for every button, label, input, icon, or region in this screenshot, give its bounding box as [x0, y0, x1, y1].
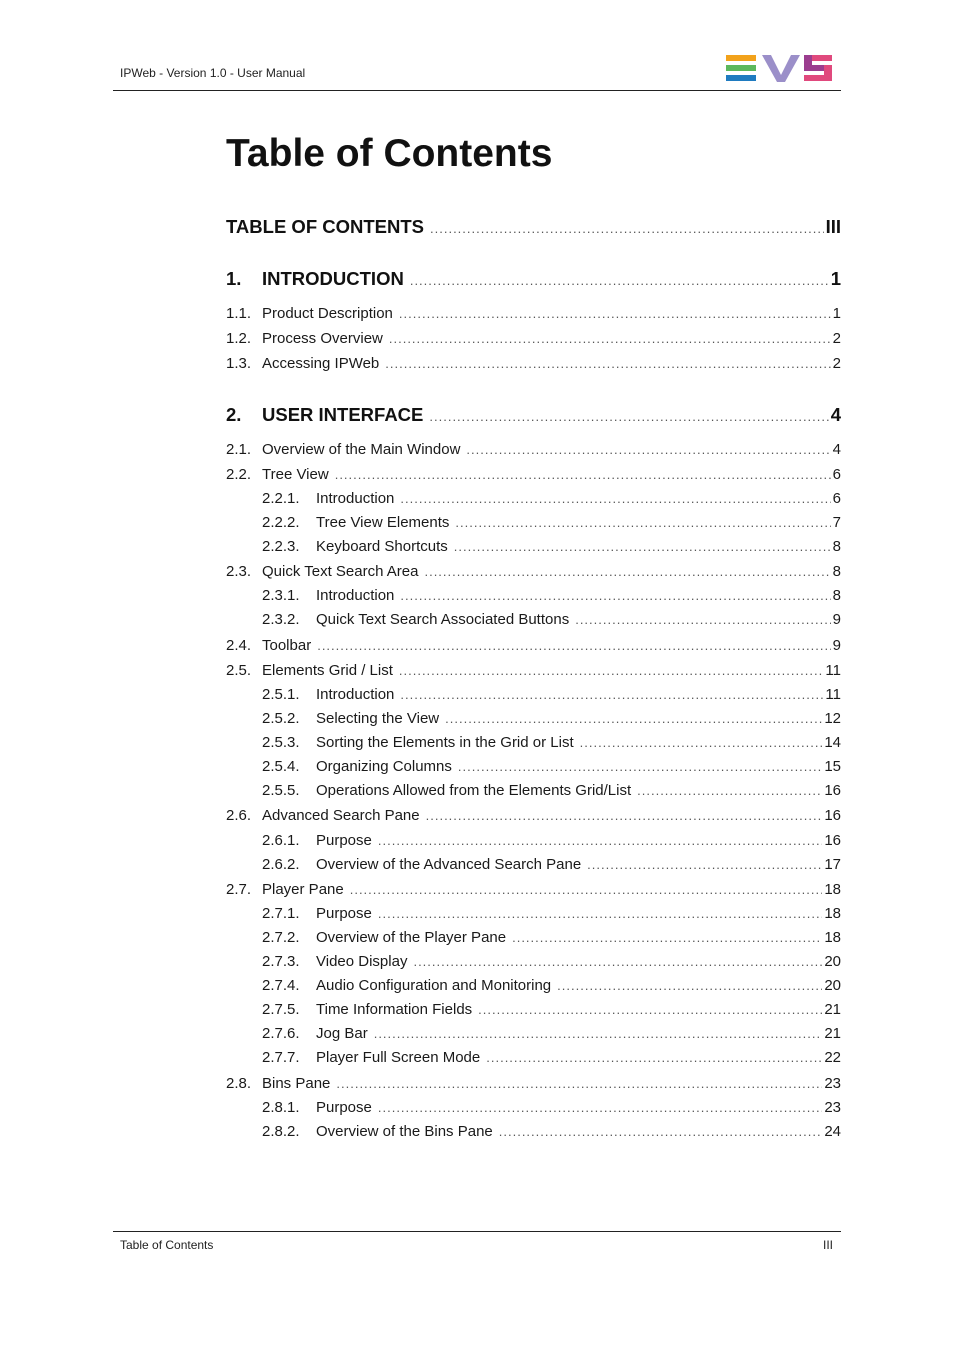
- dot-leader: [430, 221, 824, 236]
- toc-entry-number: 2.7.1.: [262, 905, 300, 922]
- toc-entry-title: Player Full Screen Mode: [316, 1049, 481, 1066]
- toc-entry[interactable]: [226, 441, 841, 458]
- toc-entry[interactable]: [226, 905, 841, 922]
- dot-leader: [385, 356, 830, 371]
- dot-leader: [410, 273, 829, 288]
- footer-page-number: III: [822, 1238, 833, 1252]
- toc-entry-page: 11: [825, 662, 841, 679]
- toc-entry-title: Quick Text Search Associated Buttons: [316, 611, 570, 628]
- dot-leader: [400, 491, 830, 506]
- toc-entry-page: 23: [824, 1099, 841, 1116]
- toc-entry[interactable]: [226, 782, 841, 799]
- dot-leader: [378, 1100, 822, 1115]
- toc-entry-title: Overview of the Advanced Search Pane: [316, 856, 582, 873]
- running-header: IPWeb - Version 1.0 - User Manual: [120, 66, 306, 80]
- footer-rule: [113, 1231, 841, 1232]
- dot-leader: [575, 612, 830, 627]
- toc-entry-title: Quick Text Search Area: [262, 563, 419, 580]
- toc-entry[interactable]: [226, 216, 841, 238]
- toc-entry[interactable]: [226, 305, 841, 322]
- toc-entry-title: Advanced Search Pane: [262, 807, 420, 824]
- dot-leader: [445, 711, 822, 726]
- toc-entry-title: Toolbar: [262, 637, 312, 654]
- toc-entry[interactable]: [226, 1025, 841, 1042]
- toc-entry-title: Tree View Elements: [316, 514, 450, 531]
- toc-entry-page: 20: [824, 953, 841, 970]
- toc-entry[interactable]: [226, 637, 841, 654]
- toc-entry-title: Accessing IPWeb: [262, 355, 380, 372]
- dot-leader: [399, 306, 831, 321]
- dot-leader: [399, 663, 824, 678]
- dot-leader: [413, 954, 822, 969]
- dot-leader: [637, 783, 822, 798]
- toc-entry-number: 2.5.3.: [262, 734, 300, 751]
- toc-entry-title: Introduction: [316, 686, 395, 703]
- toc-entry[interactable]: [226, 977, 841, 994]
- toc-entry-number: 2.7.: [226, 881, 252, 898]
- dot-leader: [455, 515, 830, 530]
- toc-entry-page: 8: [832, 563, 841, 580]
- toc-entry-number: 2.: [226, 404, 242, 425]
- toc-entry-page: 11: [825, 686, 841, 703]
- toc-entry-number: 1.2.: [226, 330, 252, 347]
- toc-entry-title: INTRODUCTION: [262, 268, 404, 289]
- toc-entry-number: 1.3.: [226, 355, 252, 372]
- dot-leader: [317, 638, 830, 653]
- toc-entry-page: 4: [832, 441, 841, 458]
- dot-leader: [378, 833, 822, 848]
- toc-entry-number: 2.5.1.: [262, 686, 300, 703]
- toc-entry-number: 2.2.3.: [262, 538, 300, 555]
- toc-entry-number: 2.7.7.: [262, 1049, 300, 1066]
- toc-entry-page: 12: [824, 710, 841, 727]
- toc-entry[interactable]: [226, 268, 841, 290]
- toc-entry-title: Purpose: [316, 832, 372, 849]
- toc-entry-page: 18: [824, 881, 841, 898]
- toc-entry[interactable]: [226, 807, 841, 824]
- toc-entry-page: 8: [832, 587, 841, 604]
- toc-entry-page: 18: [824, 905, 841, 922]
- toc-entry-title: Operations Allowed from the Elements Grid/List: [316, 782, 632, 799]
- toc-entry-page: 15: [824, 758, 841, 775]
- toc-entry-title: Process Overview: [262, 330, 383, 347]
- toc-entry-number: 2.2.: [226, 466, 252, 483]
- toc-entry-page: 2: [832, 330, 841, 347]
- toc-entry-title: Keyboard Shortcuts: [316, 538, 448, 555]
- toc-entry-page: III: [825, 216, 841, 237]
- dot-leader: [429, 409, 828, 424]
- toc-entry[interactable]: [226, 1075, 841, 1092]
- toc-entry-page: 1: [830, 268, 841, 289]
- toc-entry[interactable]: [226, 953, 841, 970]
- toc-entry[interactable]: [226, 856, 841, 873]
- toc-entry-title: Sorting the Elements in the Grid or List: [316, 734, 574, 751]
- toc-entry-title: Selecting the View: [316, 710, 440, 727]
- toc-entry-number: 2.7.6.: [262, 1025, 300, 1042]
- toc-entry[interactable]: [226, 929, 841, 946]
- toc-entry[interactable]: [226, 758, 841, 775]
- toc-entry-page: 7: [832, 514, 841, 531]
- dot-leader: [374, 1026, 823, 1041]
- toc-entry-page: 16: [824, 832, 841, 849]
- toc-entry-title: Purpose: [316, 905, 372, 922]
- toc-entry[interactable]: [226, 1123, 841, 1140]
- toc-entry-title: Elements Grid / List: [262, 662, 393, 679]
- dot-leader: [486, 1050, 822, 1065]
- toc-entry[interactable]: [226, 710, 841, 727]
- dot-leader: [426, 808, 823, 823]
- toc-entry-page: 24: [824, 1123, 841, 1140]
- toc-entry-number: 1.: [226, 268, 242, 289]
- toc-entry[interactable]: [226, 330, 841, 347]
- toc-entry-number: 2.7.3.: [262, 953, 300, 970]
- toc-entry-number: 2.2.1.: [262, 490, 300, 507]
- toc-entry[interactable]: [226, 563, 841, 580]
- toc-entry-page: 2: [832, 355, 841, 372]
- toc-entry[interactable]: [226, 538, 841, 555]
- toc-entry[interactable]: [226, 355, 841, 372]
- toc-entry-number: 2.8.1.: [262, 1099, 300, 1116]
- toc-entry-title: Overview of the Main Window: [262, 441, 461, 458]
- toc-entry-page: 20: [824, 977, 841, 994]
- toc-entry-page: 16: [824, 782, 841, 799]
- toc-entry-title: Time Information Fields: [316, 1001, 473, 1018]
- toc-entry[interactable]: [226, 832, 841, 849]
- dot-leader: [350, 882, 823, 897]
- toc-entry-title: Overview of the Player Pane: [316, 929, 507, 946]
- toc-entry-page: 8: [832, 538, 841, 555]
- toc-entry-number: 2.6.1.: [262, 832, 300, 849]
- dot-leader: [400, 687, 823, 702]
- toc-entry[interactable]: [226, 466, 841, 483]
- toc-entry[interactable]: [226, 514, 841, 531]
- toc-entry-title: Jog Bar: [316, 1025, 368, 1042]
- toc-entry-title: Introduction: [316, 490, 395, 507]
- toc-entry-number: 2.8.2.: [262, 1123, 300, 1140]
- toc-entry[interactable]: [226, 1001, 841, 1018]
- dot-leader: [336, 1076, 822, 1091]
- toc-entry-title: Audio Configuration and Monitoring: [316, 977, 552, 994]
- toc-entry-number: 2.3.1.: [262, 587, 300, 604]
- toc-entry[interactable]: [226, 662, 841, 679]
- dot-leader: [512, 930, 822, 945]
- dot-leader: [458, 759, 822, 774]
- toc-entry-title: Overview of the Bins Pane: [316, 1123, 493, 1140]
- page-title: Table of Contents: [226, 132, 553, 175]
- toc-entry-title: Organizing Columns: [316, 758, 452, 775]
- toc-entry-title: USER INTERFACE: [262, 404, 424, 425]
- toc-entry[interactable]: [226, 1099, 841, 1116]
- toc-entry-title: Tree View: [262, 466, 329, 483]
- toc-entry-page: 21: [824, 1025, 841, 1042]
- toc-entry-number: 2.6.2.: [262, 856, 300, 873]
- footer-section: Table of Contents: [120, 1238, 214, 1252]
- toc-entry-page: 16: [824, 807, 841, 824]
- toc-entry-title: Player Pane: [262, 881, 344, 898]
- toc-entry-page: 17: [824, 856, 841, 873]
- toc-entry-title: TABLE OF CONTENTS: [226, 216, 425, 237]
- toc-entry-page: 1: [832, 305, 841, 322]
- toc-entry-title: Product Description: [262, 305, 393, 322]
- toc-entry-number: 2.7.2.: [262, 929, 300, 946]
- toc-entry-number: 2.5.2.: [262, 710, 300, 727]
- toc-entry-number: 2.5.: [226, 662, 252, 679]
- toc-entry-number: 2.7.4.: [262, 977, 300, 994]
- dot-leader: [466, 442, 830, 457]
- toc-entry-page: 6: [832, 490, 841, 507]
- dot-leader: [478, 1002, 822, 1017]
- toc-entry-number: 2.5.4.: [262, 758, 300, 775]
- toc-entry[interactable]: [226, 734, 841, 751]
- toc-entry-number: 2.5.5.: [262, 782, 300, 799]
- toc-entry[interactable]: [226, 404, 841, 426]
- dot-leader: [557, 978, 822, 993]
- toc-entry[interactable]: [226, 611, 841, 628]
- toc-entry[interactable]: [226, 587, 841, 604]
- toc-entry-page: 9: [832, 611, 841, 628]
- dot-leader: [580, 735, 823, 750]
- toc-entry-number: 2.2.2.: [262, 514, 300, 531]
- toc-entry-title: Video Display: [316, 953, 408, 970]
- toc-entry[interactable]: [226, 686, 841, 703]
- toc-entry[interactable]: [226, 490, 841, 507]
- evs-logo: [726, 55, 834, 82]
- toc-entry-number: 1.1.: [226, 305, 252, 322]
- dot-leader: [454, 539, 831, 554]
- dot-leader: [587, 857, 822, 872]
- dot-leader: [400, 588, 830, 603]
- toc-entry[interactable]: [226, 1049, 841, 1066]
- dot-leader: [335, 467, 831, 482]
- toc-entry-number: 2.3.2.: [262, 611, 300, 628]
- toc-entry-number: 2.6.: [226, 807, 252, 824]
- toc-entry-title: Introduction: [316, 587, 395, 604]
- toc-entry-title: Bins Pane: [262, 1075, 331, 1092]
- toc-entry-number: 2.3.: [226, 563, 252, 580]
- toc-entry-page: 6: [832, 466, 841, 483]
- toc-entry-page: 14: [824, 734, 841, 751]
- toc-entry-page: 23: [824, 1075, 841, 1092]
- toc-entry[interactable]: [226, 881, 841, 898]
- toc-entry-page: 9: [832, 637, 841, 654]
- toc-entry-number: 2.1.: [226, 441, 252, 458]
- toc-entry-number: 2.8.: [226, 1075, 252, 1092]
- toc-entry-page: 18: [824, 929, 841, 946]
- toc-entry-page: 4: [830, 404, 841, 425]
- toc-entry-page: 22: [824, 1049, 841, 1066]
- dot-leader: [424, 564, 830, 579]
- dot-leader: [499, 1124, 823, 1139]
- dot-leader: [378, 906, 822, 921]
- header-rule: [113, 90, 841, 91]
- toc-entry-number: 2.4.: [226, 637, 252, 654]
- dot-leader: [389, 331, 831, 346]
- toc-entry-page: 21: [824, 1001, 841, 1018]
- toc-entry-number: 2.7.5.: [262, 1001, 300, 1018]
- toc-entry-title: Purpose: [316, 1099, 372, 1116]
